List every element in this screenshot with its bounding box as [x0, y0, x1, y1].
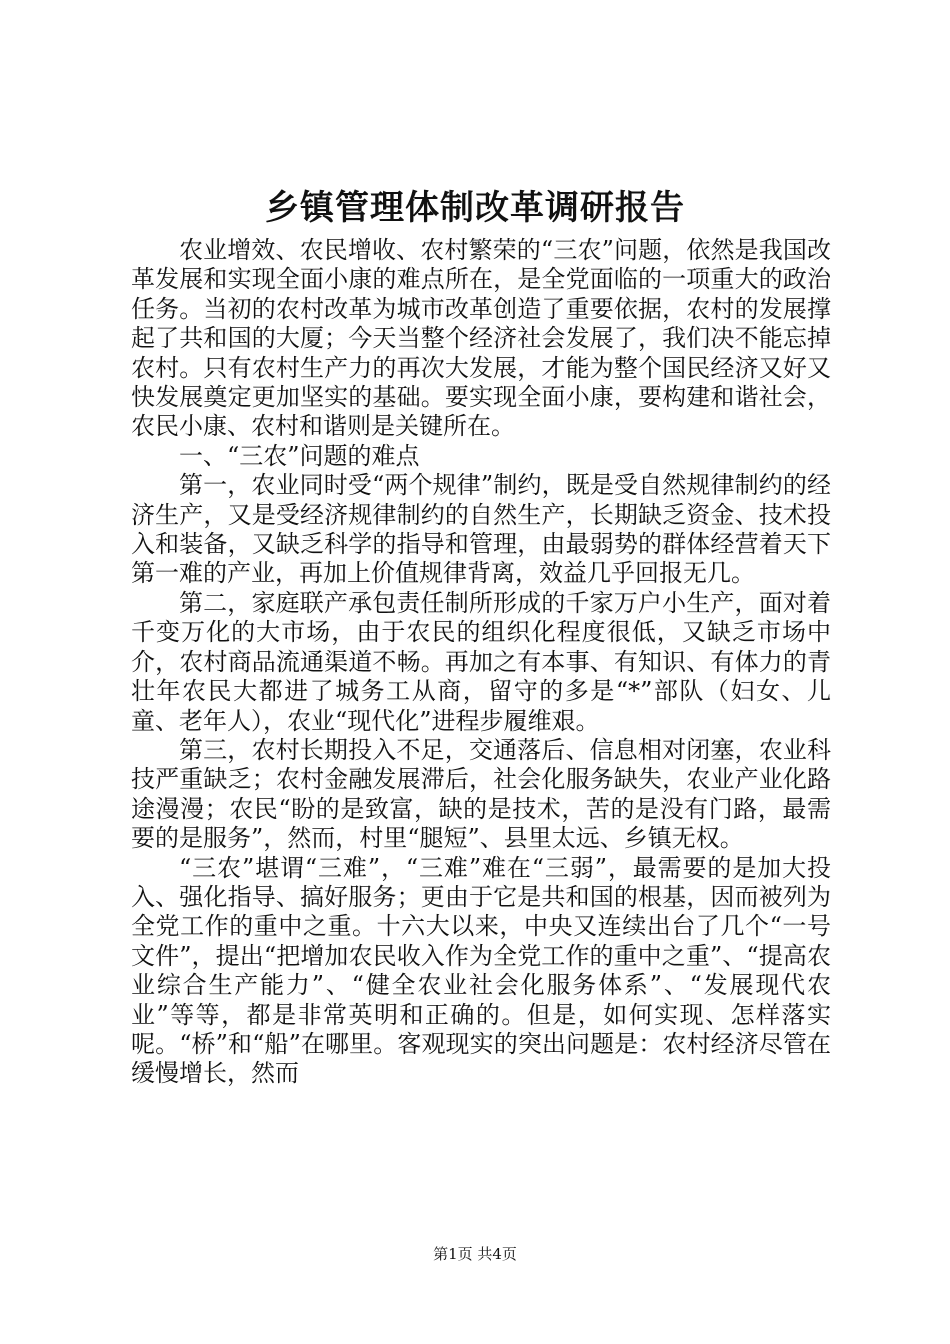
page-footer: 第1页 共4页 — [433, 1245, 517, 1263]
paragraph-summary: “三农”堪谓“三难”，“三难”难在“三弱”，最需要的是加大投入、强化指导、搞好服务；更由于它是共和国的根基，因而被列为全党工作的重中之重。十六大以来，中央又连续出台了几个“一号文件”，提出“把增加农民收入作为全党工作的重中之重”、“提高农业综合生产能力”、“健全农业社会化服务体系”、“发展现代农业”等等，都是非常英明和正确的。但是，如何实现、怎样落实呢。“桥”和“船”在哪里。客观现实的突出问题是：农村经济尽管在缓慢增长，然而 — [131, 853, 831, 1088]
document-body — [131, 236, 831, 1089]
paragraph-intro: 农业增效、农民增收、农村繁荣的“三农”问题，依然是我国改革发展和实现全面小康的难点所在，是全党面临的一项重大的政治任务。当初的农村改革为城市改革创造了重要依据，农村的发展撑起了共和国的大厦；今天当整个经济社会发展了，我们决不能忘掉农村。只有农村生产力的再次大发展，才能为整个国民经济又好又快发展奠定更加坚实的基础。要实现全面小康，要构建和谐社会，农民小康、农村和谐则是关键所在。 — [131, 236, 831, 441]
paragraph-third-point: 第三，农村长期投入不足，交通落后、信息相对闭塞，农业科技严重缺乏；农村金融发展滞后，社会化服务缺失，农业产业化路途漫漫；农民“盼的是致富，缺的是技术，苦的是没有门路，最需要的是服务”，然而，村里“腿短”、县里太远、乡镇无权。 — [131, 735, 831, 853]
document-title: 乡镇管理体制改革调研报告 — [265, 188, 685, 228]
section-heading-1: 一、“三农”问题的难点 — [179, 441, 420, 470]
paragraph-second-point: 第二，家庭联产承包责任制所形成的千家万户小生产，面对着千变万化的大市场，由于农民的组织化程度很低，又缺乏市场中介，农村商品流通渠道不畅。再加之有本事、有知识、有体力的青壮年农民大都进了城务工从商，留守的多是“*”部队（妇女、儿童、老年人），农业“现代化”进程步履维艰。 — [131, 588, 831, 735]
paragraph-first-point: 第一，农业同时受“两个规律”制约，既是受自然规律制约的经济生产，又是受经济规律制约的自然生产，长期缺乏资金、技术投入和装备，又缺乏科学的指导和管理，由最弱势的群体经营着天下第一难的产业，再加上价值规律背离，效益几乎回报无几。 — [131, 471, 831, 588]
